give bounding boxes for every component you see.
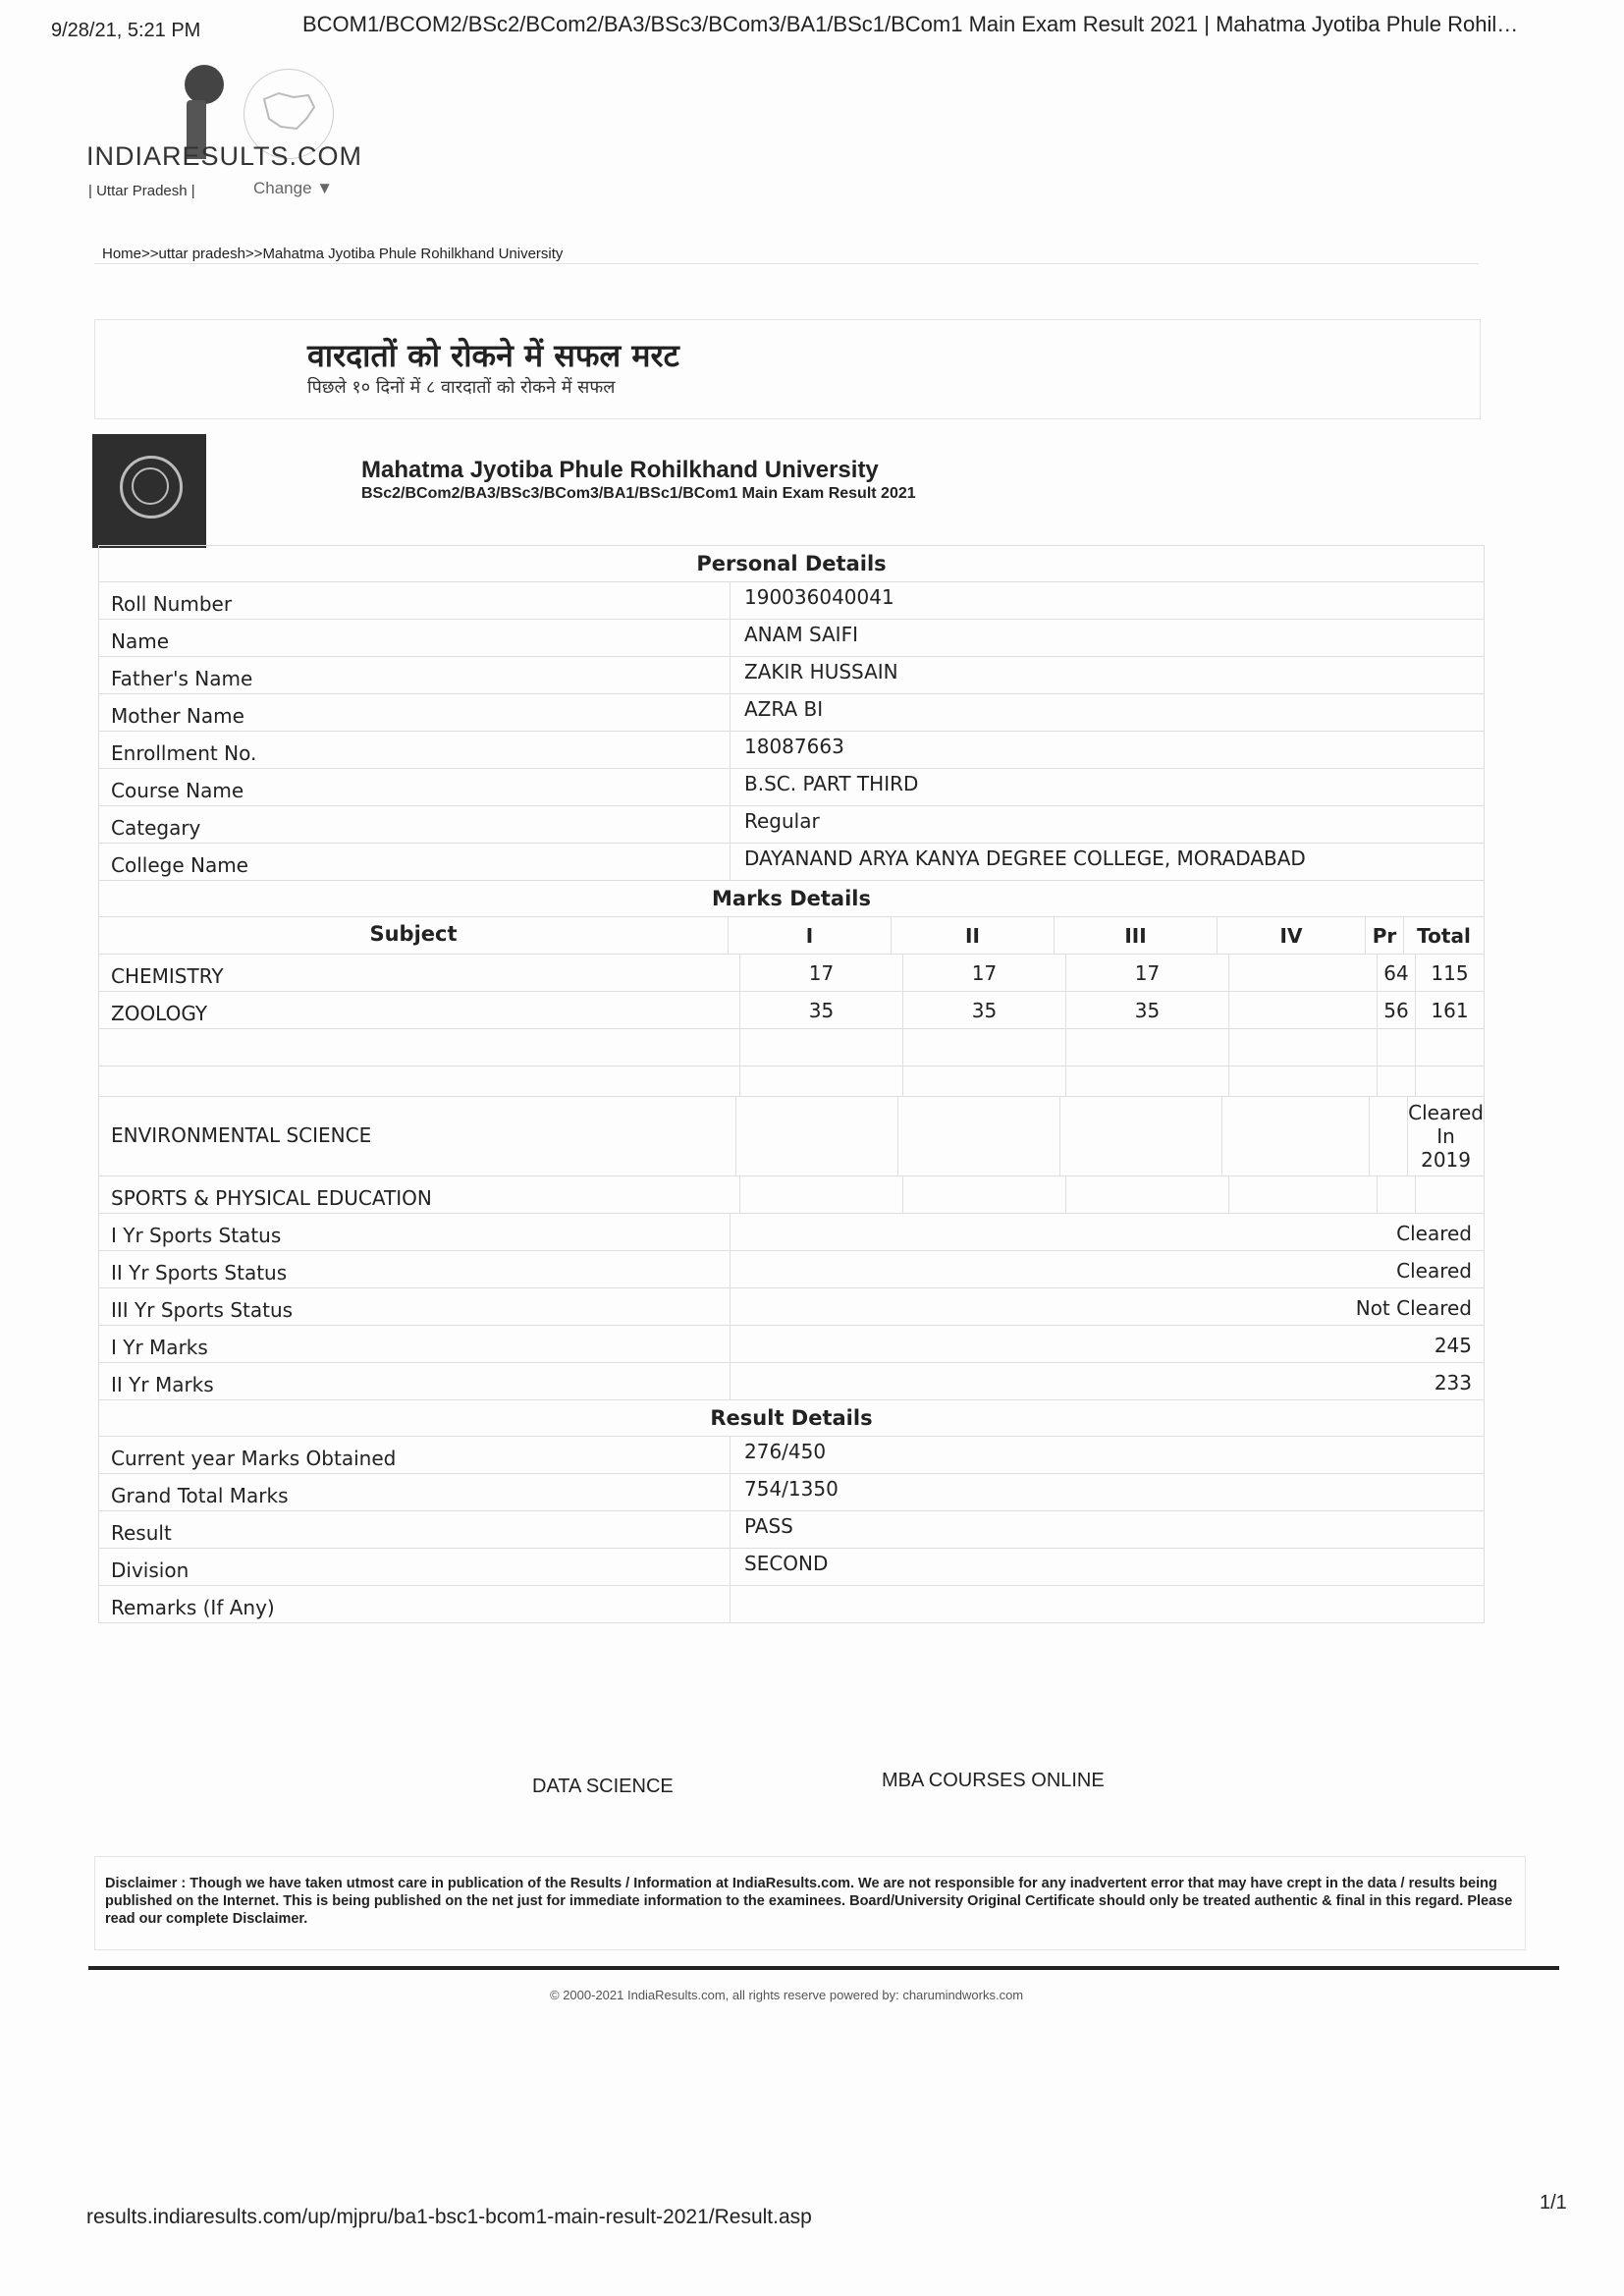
- cleared-year: 2019: [1421, 1148, 1472, 1172]
- mba-courses-link[interactable]: MBA COURSES ONLINE: [882, 1770, 1105, 1791]
- row-value: 754/1350: [744, 1477, 839, 1501]
- table-row: [98, 693, 1485, 731]
- row-label: Father's Name: [99, 657, 731, 693]
- table-row: [98, 1287, 1485, 1325]
- column-header: Subject: [99, 917, 729, 954]
- row-value: Cleared: [1396, 1222, 1472, 1245]
- cleared-label: Cleared: [1408, 1101, 1484, 1124]
- table-row: [98, 656, 1485, 693]
- change-state-link[interactable]: Change ▼: [253, 179, 334, 197]
- mark-cell: 64: [1378, 955, 1416, 991]
- row-value: DAYANAND ARYA KANYA DEGREE COLLEGE, MORADABAD: [744, 847, 1306, 870]
- table-row: [98, 1436, 1485, 1473]
- subject-name: ENVIRONMENTAL SCIENCE: [99, 1097, 736, 1175]
- table-row: [98, 1325, 1485, 1362]
- subject-name: SPORTS & PHYSICAL EDUCATION: [99, 1176, 740, 1213]
- print-page-title: BCOM1/BCOM2/BSc2/BCom2/BA3/BSc3/BCom3/BA1/BSc1/BCom1 Main Exam Result 2021 | Mahatma Jyotiba Phule Rohil…: [302, 12, 1519, 36]
- column-header: I: [729, 917, 892, 954]
- row-label: Result: [99, 1511, 731, 1548]
- mark-cell: 17: [740, 955, 903, 991]
- row-label: Enrollment No.: [99, 732, 731, 768]
- mark-cell: 56: [1378, 992, 1416, 1028]
- footer-divider: [88, 1966, 1559, 1970]
- subject-name: ZOOLOGY: [99, 992, 740, 1028]
- divider: [94, 263, 1479, 264]
- print-page-number: 1/1: [1540, 2192, 1567, 2214]
- mark-cell: 17: [903, 955, 1066, 991]
- row-value: 18087663: [744, 735, 844, 758]
- mark-cell: 35: [1066, 992, 1229, 1028]
- row-label: College Name: [99, 844, 731, 880]
- row-value: 245: [1434, 1334, 1472, 1357]
- row-label: Division: [99, 1549, 731, 1585]
- ad-headline: वारदातों को रोकने में सफल मरट: [307, 337, 679, 374]
- row-label: Current year Marks Obtained: [99, 1437, 731, 1473]
- mark-cell: 17: [1066, 955, 1229, 991]
- personal-details-heading: Personal Details: [98, 545, 1485, 581]
- row-label: I Yr Sports Status: [99, 1214, 731, 1250]
- table-row: [98, 1548, 1485, 1585]
- row-label: II Yr Sports Status: [99, 1251, 731, 1287]
- row-label: Categary: [99, 806, 731, 843]
- row-value: ANAM SAIFI: [744, 623, 858, 646]
- state-label: | Uttar Pradesh |: [88, 183, 195, 199]
- total-cell: 115: [1431, 960, 1469, 985]
- column-header: IV: [1218, 917, 1366, 954]
- mark-cell: [1229, 955, 1378, 991]
- column-header: Pr: [1366, 917, 1404, 954]
- total-cell: [1408, 1097, 1484, 1175]
- print-datetime: 9/28/21, 5:21 PM: [51, 20, 201, 41]
- university-name: Mahatma Jyotiba Phule Rohilkhand University: [361, 457, 879, 483]
- row-label: Remarks (If Any): [99, 1586, 731, 1622]
- row-label: II Yr Marks: [99, 1363, 731, 1399]
- row-label: Grand Total Marks: [99, 1474, 731, 1510]
- table-row: [98, 581, 1485, 619]
- university-seal-icon: [92, 434, 206, 548]
- column-header: Total: [1417, 923, 1471, 948]
- mark-cell: 35: [903, 992, 1066, 1028]
- mark-cell: [1229, 992, 1378, 1028]
- mark-cell: 35: [740, 992, 903, 1028]
- row-label: Course Name: [99, 769, 731, 805]
- row-value: 276/450: [744, 1440, 827, 1463]
- row-value: 233: [1434, 1371, 1472, 1394]
- row-label: Roll Number: [99, 582, 731, 619]
- exam-title: BSc2/BCom2/BA3/BSc3/BCom3/BA1/BSc1/BCom1 Main Exam Result 2021: [361, 485, 916, 502]
- table-row: [98, 1473, 1485, 1510]
- result-details-heading: Result Details: [98, 1399, 1485, 1436]
- column-header: III: [1055, 917, 1218, 954]
- row-value: SECOND: [744, 1552, 829, 1575]
- disclaimer-text: Disclaimer : Though we have taken utmost care in publication of the Results / Information at IndiaResults.com. We are not responsible for any inadvertent error that may have crept in the data / results being published on the Internet. This is being published on the net just for immediate information to the examinees. Board/University Original Certificate should only be treated authentic & final in this regard. Please read our complete Disclaimer.: [105, 1876, 1513, 1927]
- row-value: [731, 1586, 1484, 1622]
- table-row: [98, 991, 1485, 1028]
- row-label: I Yr Marks: [99, 1326, 731, 1362]
- table-row: [98, 1585, 1485, 1623]
- table-row: [98, 768, 1485, 805]
- table-row: [98, 1213, 1485, 1250]
- row-label: III Yr Sports Status: [99, 1288, 731, 1325]
- result-grid: [98, 545, 1485, 1623]
- copyright: © 2000-2021 IndiaResults.com, all rights reserve powered by: charumindworks.com: [550, 1988, 1024, 2002]
- row-label: Name: [99, 620, 731, 656]
- data-science-link[interactable]: DATA SCIENCE: [532, 1776, 674, 1797]
- breadcrumb[interactable]: Home>>uttar pradesh>>Mahatma Jyotiba Phule Rohilkhand University: [102, 246, 564, 262]
- table-row: [98, 1362, 1485, 1399]
- row-value: B.SC. PART THIRD: [744, 772, 919, 795]
- table-row: [98, 619, 1485, 656]
- advertisement-banner[interactable]: [94, 319, 1481, 419]
- row-value: Regular: [744, 809, 820, 833]
- logo-head-icon: [185, 65, 224, 104]
- ad-subline: पिछले १० दिनों में ८ वारदातों को रोकने में सफल: [307, 377, 616, 398]
- cleared-in-label: In: [1436, 1124, 1455, 1148]
- empty-row: [98, 1028, 1485, 1066]
- table-row: [98, 954, 1485, 991]
- total-cell: 161: [1431, 998, 1469, 1022]
- table-row: [98, 1510, 1485, 1548]
- marks-details-heading: Marks Details: [98, 880, 1485, 916]
- print-url: results.indiaresults.com/up/mjpru/ba1-bsc1-bcom1-main-result-2021/Result.asp: [86, 2206, 812, 2228]
- table-row: [98, 1096, 1485, 1175]
- site-logo[interactable]: [86, 61, 363, 199]
- column-header: II: [892, 917, 1055, 954]
- brand-name: INDIARESULTS.COM: [86, 141, 363, 171]
- table-row: [98, 805, 1485, 843]
- table-row: [98, 1175, 1485, 1213]
- disclaimer-box: [94, 1856, 1526, 1950]
- row-value: ZAKIR HUSSAIN: [744, 660, 898, 683]
- table-row: [98, 843, 1485, 880]
- table-row: [98, 1250, 1485, 1287]
- table-row: [98, 731, 1485, 768]
- row-label: Mother Name: [99, 694, 731, 731]
- marks-header-row: [98, 916, 1485, 954]
- subject-name: CHEMISTRY: [99, 955, 740, 991]
- empty-row: [98, 1066, 1485, 1096]
- row-value: PASS: [744, 1514, 793, 1538]
- row-value: Not Cleared: [1355, 1296, 1472, 1320]
- row-value: 190036040041: [744, 585, 894, 609]
- row-value: Cleared: [1396, 1259, 1472, 1283]
- row-value: AZRA BI: [744, 697, 824, 721]
